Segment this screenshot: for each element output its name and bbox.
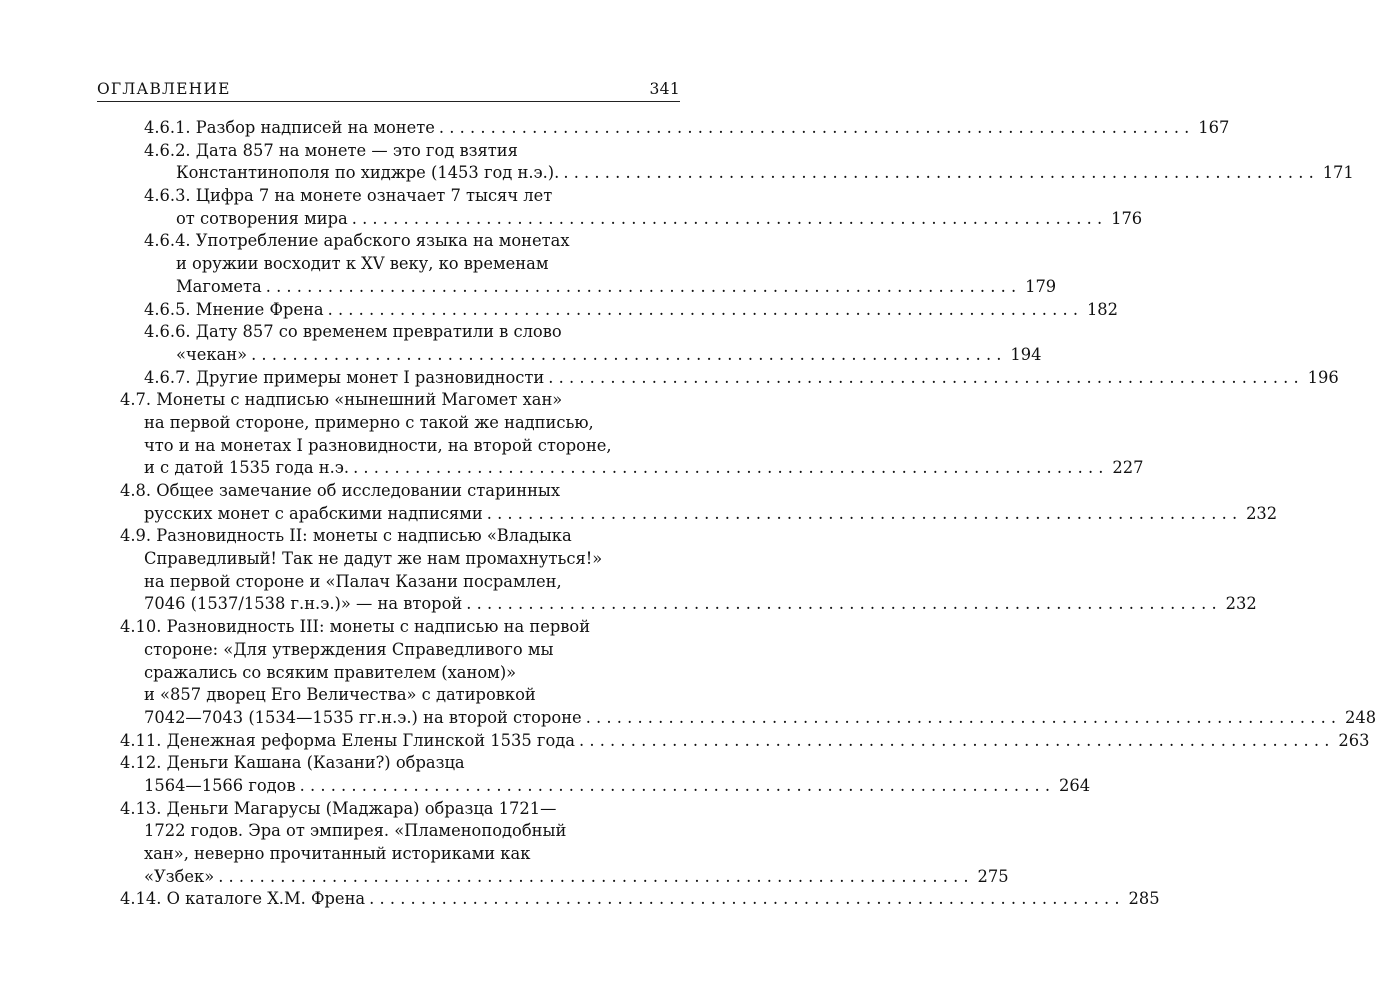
toc-entry-4-13-cont: [0, 866, 1009, 889]
toc-entry-title-cont: «чекан»: [176, 344, 247, 367]
page-number: 341: [649, 80, 680, 98]
toc-entry-4-8: [0, 480, 800, 503]
leader-dots: . . . . . . . . . . . . . . . . . . . . . . . . . . . . . . . . . . . . . . . . . . . . . . . . . . . . . . . . . . . . . . . . . . . . . . . . .: [251, 344, 1002, 364]
toc-entry-4-13: [0, 798, 800, 821]
toc-entry-title-cont: и оружии восходит к XV веку, ко временам: [176, 254, 549, 274]
toc-entry-4-10-cont: [0, 662, 800, 685]
toc-entry-title-cont: от сотворения мира: [176, 208, 348, 231]
toc-entry-4-6-3-cont: [0, 208, 1143, 231]
toc-entry-title: 4.6.5. Мнение Френа: [144, 299, 324, 322]
toc-entry-4-9: [0, 525, 800, 548]
toc-entry-title: 4.8. Общее замечание об исследовании старинных: [120, 481, 561, 500]
toc-entry-4-12: [0, 752, 800, 775]
toc-entry-title-cont: хан», неверно прочитанный историками как: [144, 844, 531, 863]
toc-entry-title-cont: «Узбек»: [144, 866, 214, 889]
leader-dots: . . . . . . . . . . . . . . . . . . . . . . . . . . . . . . . . . . . . . . . . . . . . . . . . . . . . . . . . . . . . . . . . . . . . . . . . .: [299, 775, 1051, 795]
toc-entry-4-6-5: [0, 299, 1119, 322]
table-of-contents: [0, 117, 1376, 911]
toc-entry-title-cont: что и на монетах I разновидности, на второй стороне,: [144, 435, 612, 455]
toc-entry-page: 275: [977, 866, 1009, 886]
toc-entry-4-10-cont: [0, 684, 800, 707]
leader-dots: . . . . . . . . . . . . . . . . . . . . . . . . . . . . . . . . . . . . . . . . . . . . . . . . . . . . . . . . . . . . . . . . . . . . . . . . .: [351, 208, 1103, 228]
running-header: [97, 80, 680, 102]
toc-entry-4-6-7: [0, 367, 1339, 390]
toc-entry-4-9-cont: [0, 571, 800, 594]
header-rule: [97, 101, 680, 102]
toc-entry-page: 171: [1322, 163, 1354, 183]
toc-entry-page: 167: [1198, 118, 1230, 137]
toc-entry-4-9-cont: [0, 548, 800, 571]
toc-entry-title: 4.6.7. Другие примеры монет I разновидности: [144, 367, 544, 390]
toc-entry-4-12-cont: [0, 775, 1091, 798]
leader-dots: . . . . . . . . . . . . . . . . . . . . . . . . . . . . . . . . . . . . . . . . . . . . . . . . . . . . . . . . . . . . . . . . . . . . . . . . .: [327, 299, 1079, 319]
toc-entry-4-6-2-cont: [0, 162, 1354, 185]
toc-entry-4-6-4-cont: [0, 276, 1057, 299]
toc-entry-title-cont: 7042—7043 (1534—1535 гг.н.э.) на второй стороне: [144, 707, 582, 730]
toc-entry-title-cont: и с датой 1535 года н.э.: [144, 457, 349, 480]
toc-entry-title-cont: и «857 дворец Его Величества» с датировкой: [144, 685, 536, 705]
toc-entry-title: 4.11. Денежная реформа Елены Глинской 1535 года: [120, 730, 575, 753]
toc-entry-page: 176: [1111, 208, 1143, 228]
toc-entry-4-7: [0, 389, 800, 412]
toc-entry-page: 232: [1225, 594, 1257, 614]
toc-entry-4-7-cont: [0, 457, 1144, 480]
toc-entry-title-cont: стороне: «Для утверждения Справедливого мы: [144, 639, 554, 659]
leader-dots: . . . . . . . . . . . . . . . . . . . . . . . . . . . . . . . . . . . . . . . . . . . . . . . . . . . . . . . . . . . . . . . . . . . . . . . . .: [438, 118, 1190, 137]
leader-dots: . . . . . . . . . . . . . . . . . . . . . . . . . . . . . . . . . . . . . . . . . . . . . . . . . . . . . . . . . . . . . . . . . . . . . . . . .: [486, 503, 1238, 523]
toc-entry-title-cont: Магомета: [176, 276, 262, 299]
toc-entry-title-cont: на первой стороне, примерно с такой же надписью,: [144, 412, 594, 432]
toc-entry-4-6-6-cont: [0, 344, 1042, 367]
leader-dots: . . . . . . . . . . . . . . . . . . . . . . . . . . . . . . . . . . . . . . . . . . . . . . . . . . . . . . . . . . . . . . . . . . . . . . . . .: [369, 889, 1120, 909]
toc-entry-4-6-4-cont: [0, 253, 800, 276]
leader-dots: . . . . . . . . . . . . . . . . . . . . . . . . . . . . . . . . . . . . . . . . . . . . . . . . . . . . . . . . . . . . . . . . . . . . . . . . .: [466, 594, 1217, 614]
toc-entry-title: 4.14. О каталоге Х.М. Френа: [120, 888, 365, 911]
toc-entry-page: 232: [1246, 503, 1278, 523]
toc-entry-title: 4.9. Разновидность II: монеты с надписью «Владыка: [120, 526, 572, 546]
toc-entry-4-7-cont: [0, 435, 800, 458]
toc-entry-title: 4.6.6. Дату 857 со временем превратили в слово: [144, 322, 562, 342]
toc-entry-page: 179: [1025, 276, 1057, 296]
toc-entry-title: 4.7. Монеты с надписью «нынешний Магомет хан»: [120, 390, 563, 410]
toc-entry-4-11: [0, 730, 1370, 753]
toc-entry-title: 4.6.1. Разбор надписей на монете: [144, 117, 435, 140]
toc-entry-page: 182: [1086, 299, 1119, 319]
leader-dots: . . . . . . . . . . . . . . . . . . . . . . . . . . . . . . . . . . . . . . . . . . . . . . . . . . . . . . . . . . . . . . . . . . . . . . . . .: [218, 866, 969, 886]
toc-entry-title: 4.13. Деньги Магарусы (Маджара) образца 1721—: [120, 798, 557, 818]
toc-entry-title-cont: 7046 (1537/1538 г.н.э.)» — на второй: [144, 593, 462, 616]
toc-entry-4-6-6: [0, 321, 800, 344]
toc-entry-page: 196: [1307, 367, 1339, 387]
toc-entry-page: 248: [1345, 707, 1376, 727]
toc-entry-4-6-3: [0, 185, 800, 208]
toc-entry-title-cont: сражались со всяким правителем (ханом)»: [144, 662, 517, 682]
toc-entry-title-cont: на первой стороне и «Палач Казани посрамлен,: [144, 571, 562, 591]
leader-dots: . . . . . . . . . . . . . . . . . . . . . . . . . . . . . . . . . . . . . . . . . . . . . . . . . . . . . . . . . . . . . . . . . . . . . . . . .: [353, 458, 1104, 478]
toc-entry-4-8-cont: [0, 503, 1278, 526]
toc-entry-4-14: [0, 888, 1160, 911]
toc-entry-title: 4.6.2. Дата 857 на монете — это год взятия: [144, 140, 518, 160]
toc-entry-4-9-cont: [0, 593, 1257, 616]
section-title: ОГЛАВЛЕНИЕ: [97, 80, 231, 98]
toc-entry-title: 4.12. Деньги Кашана (Казани?) образца: [120, 753, 465, 773]
toc-entry-4-6-1: [0, 117, 1230, 140]
toc-entry-page: 264: [1059, 775, 1091, 795]
leader-dots: . . . . . . . . . . . . . . . . . . . . . . . . . . . . . . . . . . . . . . . . . . . . . . . . . . . . . . . . . . . . . . . . . . . . . . . . .: [579, 730, 1330, 750]
toc-entry-page: 227: [1112, 458, 1144, 478]
leader-dots: . . . . . . . . . . . . . . . . . . . . . . . . . . . . . . . . . . . . . . . . . . . . . . . . . . . . . . . . . . . . . . . . . . . . . . . . .: [548, 367, 1299, 387]
leader-dots: . . . . . . . . . . . . . . . . . . . . . . . . . . . . . . . . . . . . . . . . . . . . . . . . . . . . . . . . . . . . . . . . . . . . . . . . .: [563, 163, 1314, 183]
toc-entry-title: 4.10. Разновидность III: монеты с надписью на первой: [120, 617, 591, 637]
toc-entry-4-10-cont: [0, 707, 1376, 730]
toc-entry-4-10: [0, 616, 800, 639]
leader-dots: . . . . . . . . . . . . . . . . . . . . . . . . . . . . . . . . . . . . . . . . . . . . . . . . . . . . . . . . . . . . . . . . . . . . . . . . .: [585, 707, 1337, 727]
toc-entry-page: 285: [1128, 889, 1160, 909]
toc-entry-title-cont: 1722 годов. Эра от эмпирея. «Пламеноподобный: [144, 821, 567, 841]
toc-entry-title: 4.6.4. Употребление арабского языка на монетах: [144, 231, 570, 251]
toc-entry-title-cont: 1564—1566 годов: [144, 775, 296, 798]
leader-dots: . . . . . . . . . . . . . . . . . . . . . . . . . . . . . . . . . . . . . . . . . . . . . . . . . . . . . . . . . . . . . . . . . . . . . . . . .: [265, 276, 1017, 296]
toc-entry-4-13-cont: [0, 820, 800, 843]
toc-entry-title-cont: Справедливый! Так не дадут же нам промахнуться!»: [144, 549, 603, 569]
toc-entry-page: 194: [1010, 344, 1042, 364]
toc-entry-title: 4.6.3. Цифра 7 на монете означает 7 тысяч лет: [144, 186, 553, 206]
toc-entry-title-cont: Константинополя по хиджре (1453 год н.э.).: [176, 162, 559, 185]
toc-entry-4-7-cont: [0, 412, 800, 435]
toc-entry-4-6-2: [0, 140, 800, 163]
toc-entry-page: 263: [1338, 730, 1370, 750]
toc-entry-4-6-4: [0, 230, 800, 253]
toc-entry-4-13-cont: [0, 843, 800, 866]
toc-entry-4-10-cont: [0, 639, 800, 662]
toc-entry-title-cont: русских монет с арабскими надписями: [144, 503, 483, 526]
